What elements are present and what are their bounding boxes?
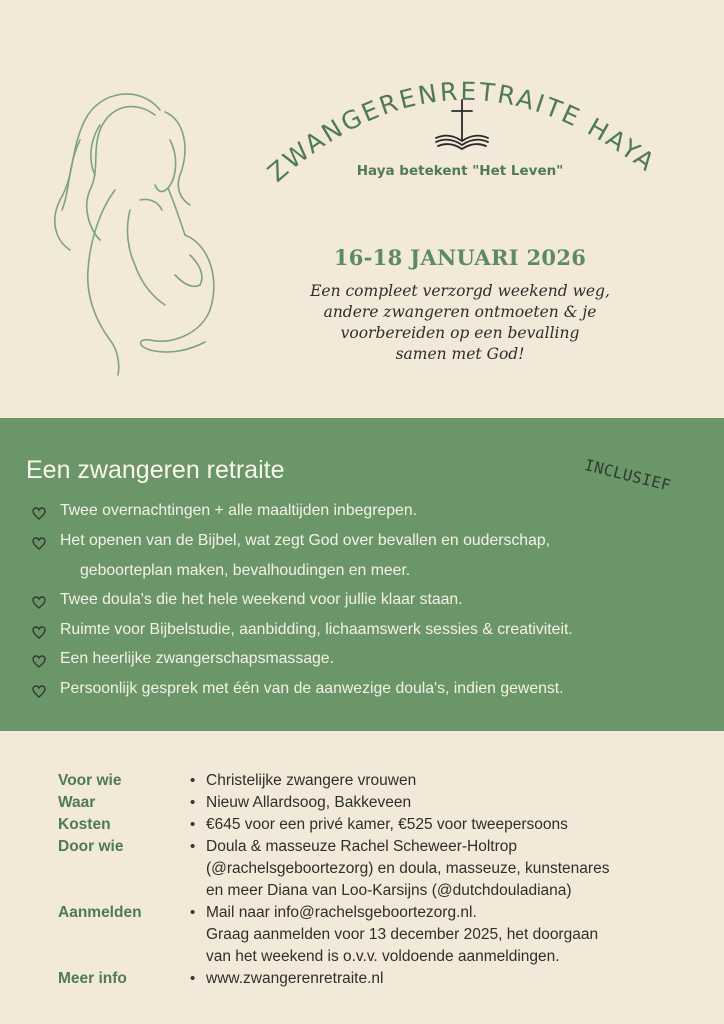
- detail-row: [58, 770, 698, 792]
- bullet-icon: •: [190, 794, 196, 811]
- detail-value: [206, 770, 698, 792]
- detail-value-line: en meer Diana van Loo-Karsijns (@dutchdouladiana): [206, 882, 572, 899]
- benefit-item: [32, 619, 712, 641]
- heart-outline-icon: [32, 535, 46, 548]
- detail-value: [206, 836, 698, 902]
- bullet-icon: •: [190, 970, 196, 987]
- detail-label: Waar: [58, 794, 96, 811]
- detail-value-line: Nieuw Allardsoog, Bakkeveen: [206, 794, 412, 811]
- detail-label: Voor wie: [58, 772, 122, 789]
- section-title: Een zwangeren retraite: [26, 456, 285, 484]
- detail-label: Aanmelden: [58, 904, 142, 921]
- detail-value: [206, 792, 698, 814]
- pregnant-woman-illustration: [40, 80, 240, 380]
- benefit-item: [32, 589, 712, 611]
- bullet-icon: •: [190, 838, 196, 855]
- detail-value: [206, 902, 698, 968]
- detail-value-line: Christelijke zwangere vrouwen: [206, 772, 417, 789]
- detail-row: [58, 968, 698, 990]
- detail-value-line: Graag aanmelden voor 13 december 2025, het doorgaan: [206, 926, 599, 943]
- detail-label: Meer info: [58, 970, 127, 987]
- benefit-item: [32, 678, 712, 700]
- bullet-icon: •: [190, 816, 196, 833]
- detail-value-line: (@rachelsgeboortezorg) en doula, masseuze, kunstenares: [206, 860, 610, 877]
- benefits-list: [32, 500, 712, 707]
- inclusions-band: [0, 418, 724, 731]
- heart-outline-icon: [32, 653, 46, 666]
- tagline-line: samen met God!: [395, 345, 525, 363]
- tagline-line: andere zwangeren ontmoeten & je: [323, 303, 597, 321]
- benefit-item: [32, 500, 712, 522]
- details-list: [58, 770, 698, 990]
- benefit-text-continued: geboorteplan maken, bevalhoudingen en meer.: [80, 561, 411, 579]
- detail-value: [206, 814, 698, 836]
- detail-value-line: Mail naar info@rachelsgeboortezorg.nl.: [206, 904, 477, 921]
- event-date: 16-18 JANUARI 2026: [333, 245, 587, 270]
- bullet-icon: •: [190, 772, 196, 789]
- heart-outline-icon: [32, 505, 46, 518]
- cross-bible-icon: [432, 98, 492, 154]
- heart-outline-icon: [32, 624, 46, 637]
- benefit-text: Twee overnachtingen + alle maaltijden inbegrepen.: [60, 502, 417, 519]
- detail-row: [58, 814, 698, 836]
- retreat-title: ZWANGERENRETRAITE HAYA: [262, 76, 662, 188]
- detail-row: [58, 902, 698, 968]
- detail-value-line: €645 voor een privé kamer, €525 voor tweepersoons: [206, 816, 568, 833]
- bullet-icon: •: [190, 904, 196, 921]
- detail-label: Door wie: [58, 838, 124, 855]
- benefit-text: Persoonlijk gesprek met één van de aanwezige doula's, indien gewenst.: [60, 679, 564, 697]
- header-section: [0, 0, 724, 418]
- inclusief-badge: INCLUSIEF: [582, 456, 673, 495]
- heart-outline-icon: [32, 683, 46, 696]
- detail-row: [58, 836, 698, 902]
- tagline-line: Een compleet verzorgd weekend weg,: [310, 282, 610, 300]
- subtitle: Haya betekent "Het Leven": [356, 163, 564, 179]
- heart-outline-icon: [32, 594, 46, 607]
- benefit-text: Een heerlijke zwangerschapsmassage.: [60, 650, 334, 667]
- detail-label: Kosten: [58, 816, 111, 833]
- benefit-text: Het openen van de Bijbel, wat zegt God over bevallen en ouderschap,: [60, 531, 551, 549]
- benefit-text: Ruimte voor Bijbelstudie, aanbidding, lichaamswerk sessies & creativiteit.: [60, 620, 573, 638]
- benefit-item: [32, 648, 712, 670]
- detail-value-line: Doula & masseuze Rachel Scheweer-Holtrop: [206, 838, 518, 855]
- detail-value-line: van het weekend is o.v.v. voldoende aanmeldingen.: [206, 948, 560, 965]
- benefit-item: [32, 530, 712, 582]
- detail-value: [206, 968, 698, 990]
- benefit-text: Twee doula's die het hele weekend voor jullie klaar staan.: [60, 591, 463, 608]
- detail-value-line: www.zwangerenretraite.nl: [206, 970, 384, 987]
- tagline-line: voorbereiden op een bevalling: [340, 324, 580, 342]
- tagline: [290, 281, 630, 365]
- detail-row: [58, 792, 698, 814]
